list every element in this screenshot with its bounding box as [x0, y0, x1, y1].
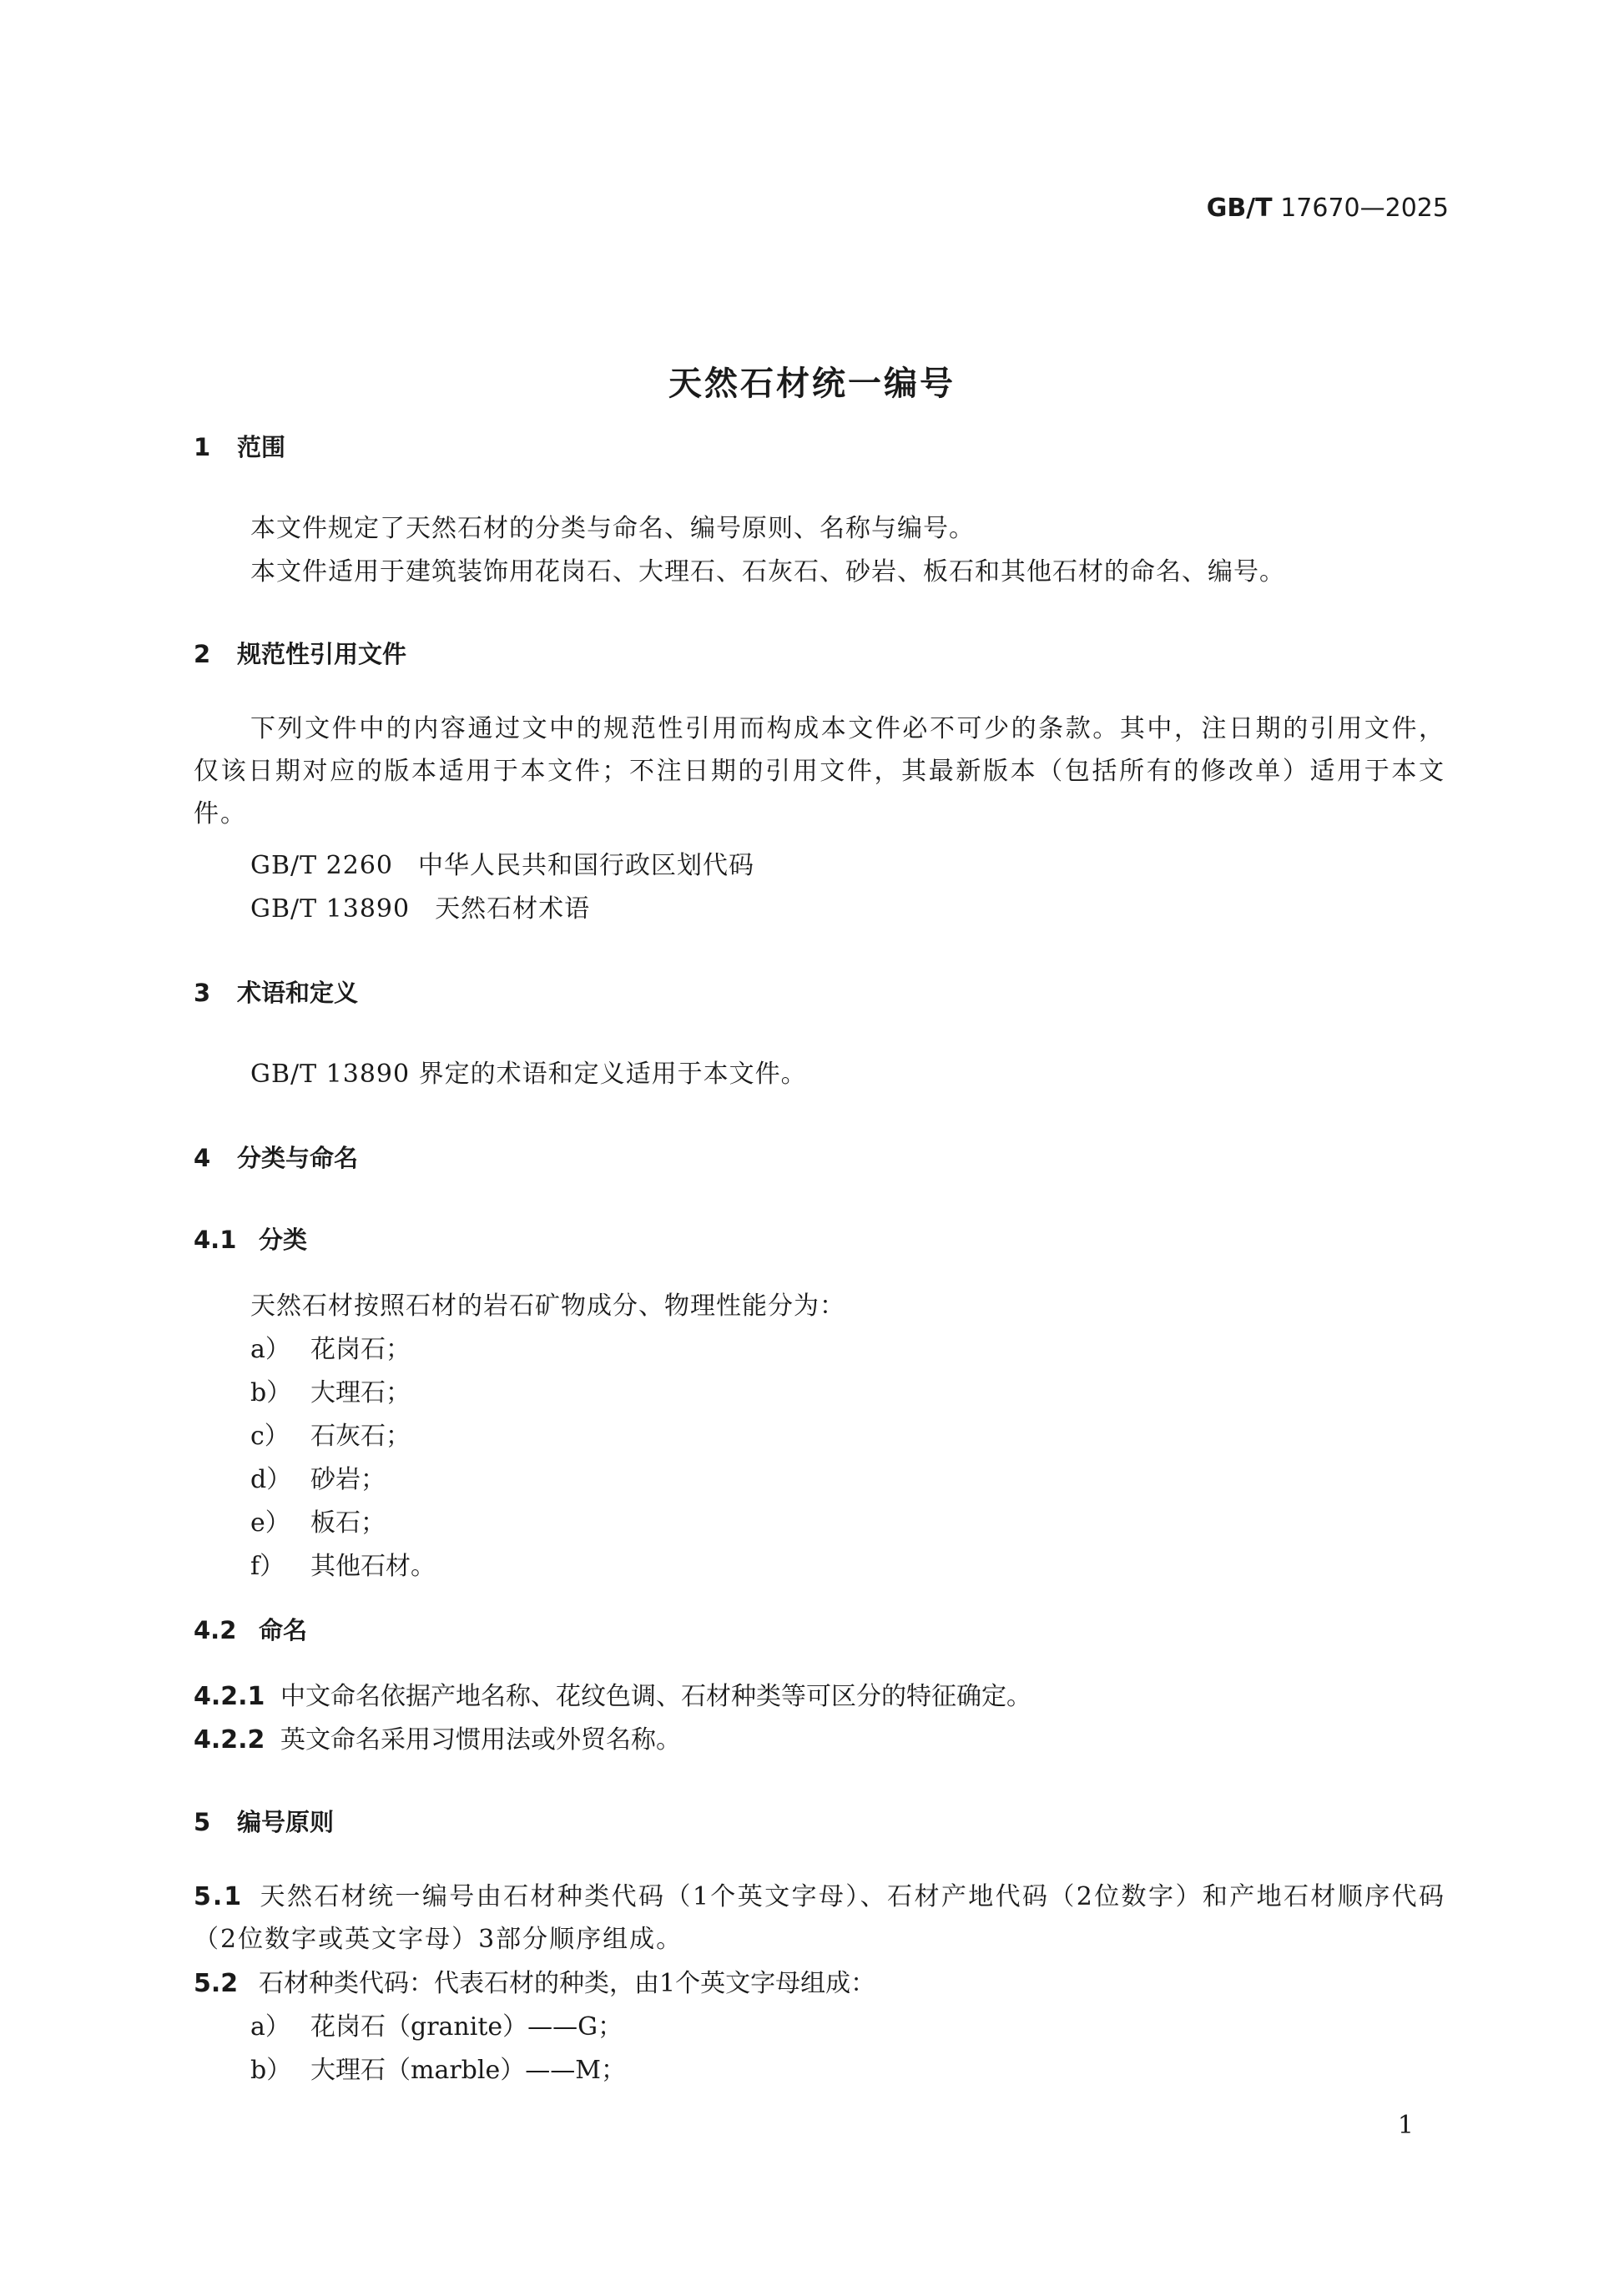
clause: 4.2.2 英文命名采用习惯用法或外贸名称。: [194, 1725, 681, 1755]
subsection-heading-4-1: 4.1 分类: [194, 1226, 308, 1254]
list-item: b） 大理石（marble）——M；: [250, 2056, 626, 2085]
clause: 5.1 天然石材统一编号由石材种类代码（1个英文字母）、石材产地代码（2位数字）和产地石材顺序代码（2位数字或英文字母）3部分顺序组成。: [194, 1882, 1445, 1954]
document-title: 天然石材统一编号: [668, 365, 956, 403]
section-heading-1: 1 范围: [194, 433, 286, 461]
list-item: e） 板石；: [250, 1508, 386, 1538]
list-item: b） 大理石；: [250, 1378, 411, 1407]
paragraph: 本文件规定了天然石材的分类与命名、编号原则、名称与编号。: [250, 514, 975, 543]
clause: 5.2 石材种类代码：代表石材的种类，由1个英文字母组成：: [194, 1969, 876, 1998]
subsection-heading-4-2: 4.2 命名: [194, 1616, 308, 1644]
section-heading-2: 2 规范性引用文件: [194, 640, 407, 668]
paragraph: GB/T 13890 界定的术语和定义适用于本文件。: [250, 1060, 807, 1089]
paragraph: 天然石材按照石材的岩石矿物成分、物理性能分为：: [250, 1292, 845, 1321]
paragraph: 本文件适用于建筑装饰用花岗石、大理石、石灰石、砂岩、板石和其他石材的命名、编号。: [250, 557, 1285, 587]
reference-item: GB/T 13890 天然石材术语: [250, 894, 591, 924]
paragraph: 下列文件中的内容通过文中的规范性引用而构成本文件必不可少的条款。其中，注日期的引用文件，仅该日期对应的版本适用于本文件；不注日期的引用文件，其最新版本（包括所有的修改单）适用于本文件。: [194, 714, 1445, 828]
section-heading-3: 3 术语和定义: [194, 979, 359, 1007]
clause: 4.2.1 中文命名依据产地名称、花纹色调、石材种类等可区分的特征确定。: [194, 1682, 1031, 1711]
list-item: d） 砂岩；: [250, 1465, 386, 1494]
list-item: f） 其他石材。: [250, 1552, 436, 1581]
standard-number: GB/T 17670—2025: [1206, 194, 1449, 223]
list-item: a） 花岗石（granite）——G；: [250, 2012, 623, 2042]
section-heading-5: 5 编号原则: [194, 1808, 335, 1836]
list-item: a） 花岗石；: [250, 1335, 411, 1364]
page-number: 1: [1397, 2111, 1414, 2140]
reference-item: GB/T 2260 中华人民共和国行政区划代码: [250, 851, 755, 880]
section-heading-4: 4 分类与命名: [194, 1144, 359, 1172]
list-item: c） 石灰石；: [250, 1422, 411, 1451]
